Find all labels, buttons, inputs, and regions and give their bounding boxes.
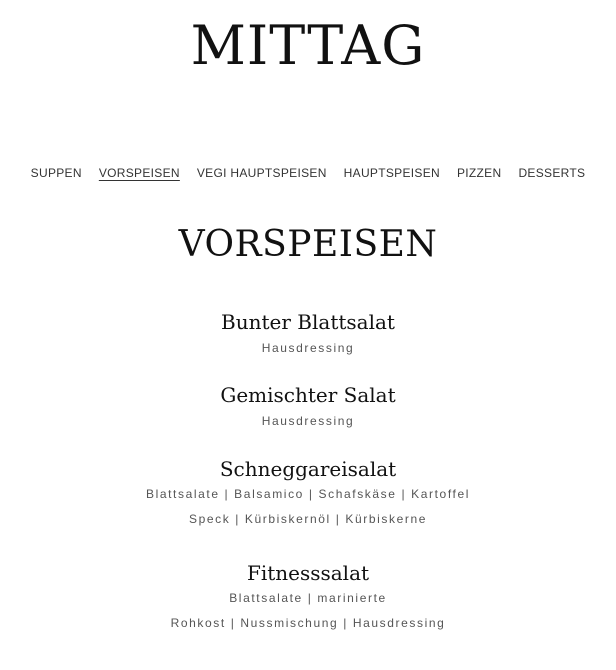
dish-item — [0, 309, 616, 361]
nav-item-desserts[interactable]: DESSERTS — [518, 166, 586, 180]
dish-name: Bunter Blattsalat — [221, 310, 395, 334]
menu-category-nav — [0, 166, 616, 180]
nav-item-hauptspeisen[interactable]: HAUPTSPEISEN — [343, 166, 440, 180]
dish-name: Fitnesssalat — [246, 561, 370, 585]
dish-item — [0, 456, 616, 532]
nav-item-pizzen[interactable]: PIZZEN — [456, 166, 502, 180]
dish-item — [0, 560, 616, 636]
dish-name: Gemischter Salat — [220, 383, 396, 407]
section-title: VORSPEISEN — [178, 224, 438, 265]
dish-name: Schneggareisalat — [219, 457, 397, 481]
dish-description: Hausdressing — [261, 414, 355, 428]
dish-description: Hausdressing — [261, 341, 355, 355]
nav-item-suppen[interactable]: SUPPEN — [30, 166, 82, 180]
dish-description: Blattsalate | Balsamico | Schafskäse | Kartoffel — [145, 487, 471, 501]
dish-description: Blattsalate | marinierte — [229, 591, 387, 605]
nav-item-vorspeisen[interactable]: VORSPEISEN — [98, 166, 180, 180]
dish-item — [0, 382, 616, 434]
page-title: MITTAG — [190, 14, 426, 77]
dish-description: Speck | Kürbiskernöl | Kürbiskerne — [188, 512, 428, 526]
nav-item-vegi-hauptspeisen[interactable]: VEGI HAUPTSPEISEN — [196, 166, 327, 180]
dish-description: Rohkost | Nussmischung | Hausdressing — [170, 616, 446, 630]
